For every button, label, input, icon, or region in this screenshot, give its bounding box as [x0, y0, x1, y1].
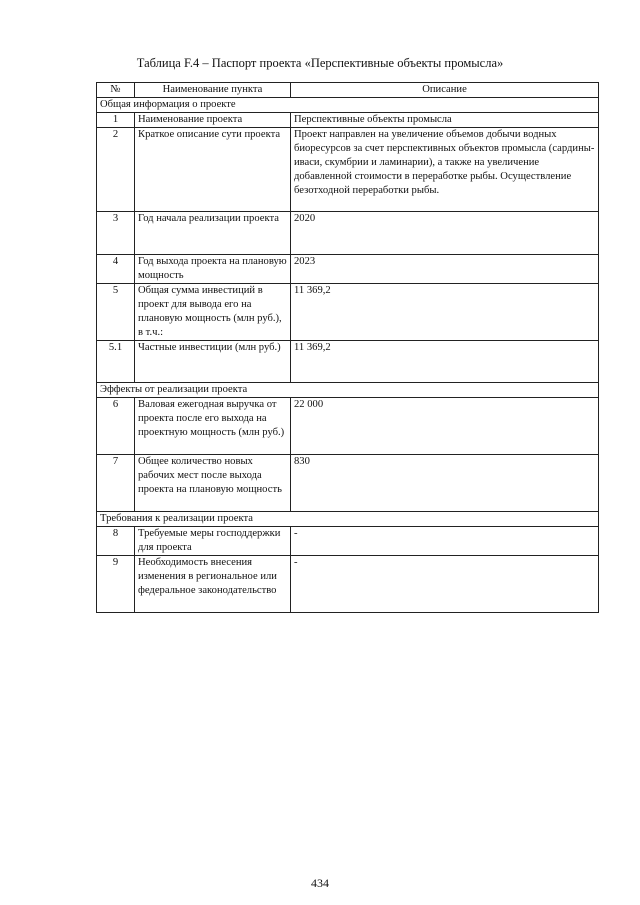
- row-desc: 830: [291, 455, 599, 512]
- row-desc: 11 369,2: [291, 341, 599, 383]
- row-name: Необходимость внесения изменения в региональное или федеральное законодательство: [135, 556, 291, 613]
- section-title: Эффекты от реализации проекта: [97, 383, 599, 398]
- row-desc: 2023: [291, 255, 599, 284]
- row-num: 8: [97, 527, 135, 556]
- table-row: [97, 212, 599, 255]
- row-desc: -: [291, 527, 599, 556]
- row-num: 2: [97, 128, 135, 212]
- row-desc: 11 369,2: [291, 284, 599, 341]
- row-desc: -: [291, 556, 599, 613]
- row-name: Общее количество новых рабочих мест после выхода проекта на плановую мощность: [135, 455, 291, 512]
- row-name: Наименование проекта: [135, 113, 291, 128]
- row-name: Требуемые меры господдержки для проекта: [135, 527, 291, 556]
- table-row: [97, 455, 599, 512]
- section-row: [97, 383, 599, 398]
- row-name: Частные инвестиции (млн руб.): [135, 341, 291, 383]
- row-num: 6: [97, 398, 135, 455]
- project-passport-table: [96, 82, 599, 613]
- row-num: 1: [97, 113, 135, 128]
- section-title: Требования к реализации проекта: [97, 512, 599, 527]
- header-name: Наименование пункта: [135, 83, 291, 98]
- header-desc: Описание: [291, 83, 599, 98]
- row-name: Год выхода проекта на плановую мощность: [135, 255, 291, 284]
- row-name: Общая сумма инвестиций в проект для вывода его на плановую мощность (млн руб.), в т.ч.:: [135, 284, 291, 341]
- table-row: [97, 128, 599, 212]
- page-number: 434: [311, 876, 329, 890]
- section-row: [97, 512, 599, 527]
- table-row: [97, 255, 599, 284]
- row-num: 9: [97, 556, 135, 613]
- row-num: 7: [97, 455, 135, 512]
- table-row: [97, 556, 599, 613]
- row-desc: 2020: [291, 212, 599, 255]
- row-name: Валовая ежегодная выручка от проекта после его выхода на проектную мощность (млн руб.): [135, 398, 291, 455]
- section-title: Общая информация о проекте: [97, 98, 599, 113]
- header-num: №: [97, 83, 135, 98]
- row-name: Год начала реализации проекта: [135, 212, 291, 255]
- row-num: 5: [97, 284, 135, 341]
- table-title: Таблица F.4 – Паспорт проекта «Перспективные объекты промысла»: [136, 56, 504, 70]
- table-row: [97, 341, 599, 383]
- row-name: Краткое описание сути проекта: [135, 128, 291, 212]
- row-desc: 22 000: [291, 398, 599, 455]
- row-desc: Перспективные объекты промысла: [291, 113, 599, 128]
- table-row: [97, 398, 599, 455]
- table-row: [97, 113, 599, 128]
- header-row: [97, 83, 599, 98]
- row-num: 4: [97, 255, 135, 284]
- table-row: [97, 527, 599, 556]
- row-num: 3: [97, 212, 135, 255]
- table-row: [97, 284, 599, 341]
- section-row: [97, 98, 599, 113]
- row-num: 5.1: [97, 341, 135, 383]
- row-desc: Проект направлен на увеличение объемов добычи водных биоресурсов за счет перспективных объектов промысла (сардины-иваси, скумбрии и ламинарии), а также на увеличение добавленной стоимости в переработке рыбы. Осуществление безотходной переработки рыбы.: [291, 128, 599, 212]
